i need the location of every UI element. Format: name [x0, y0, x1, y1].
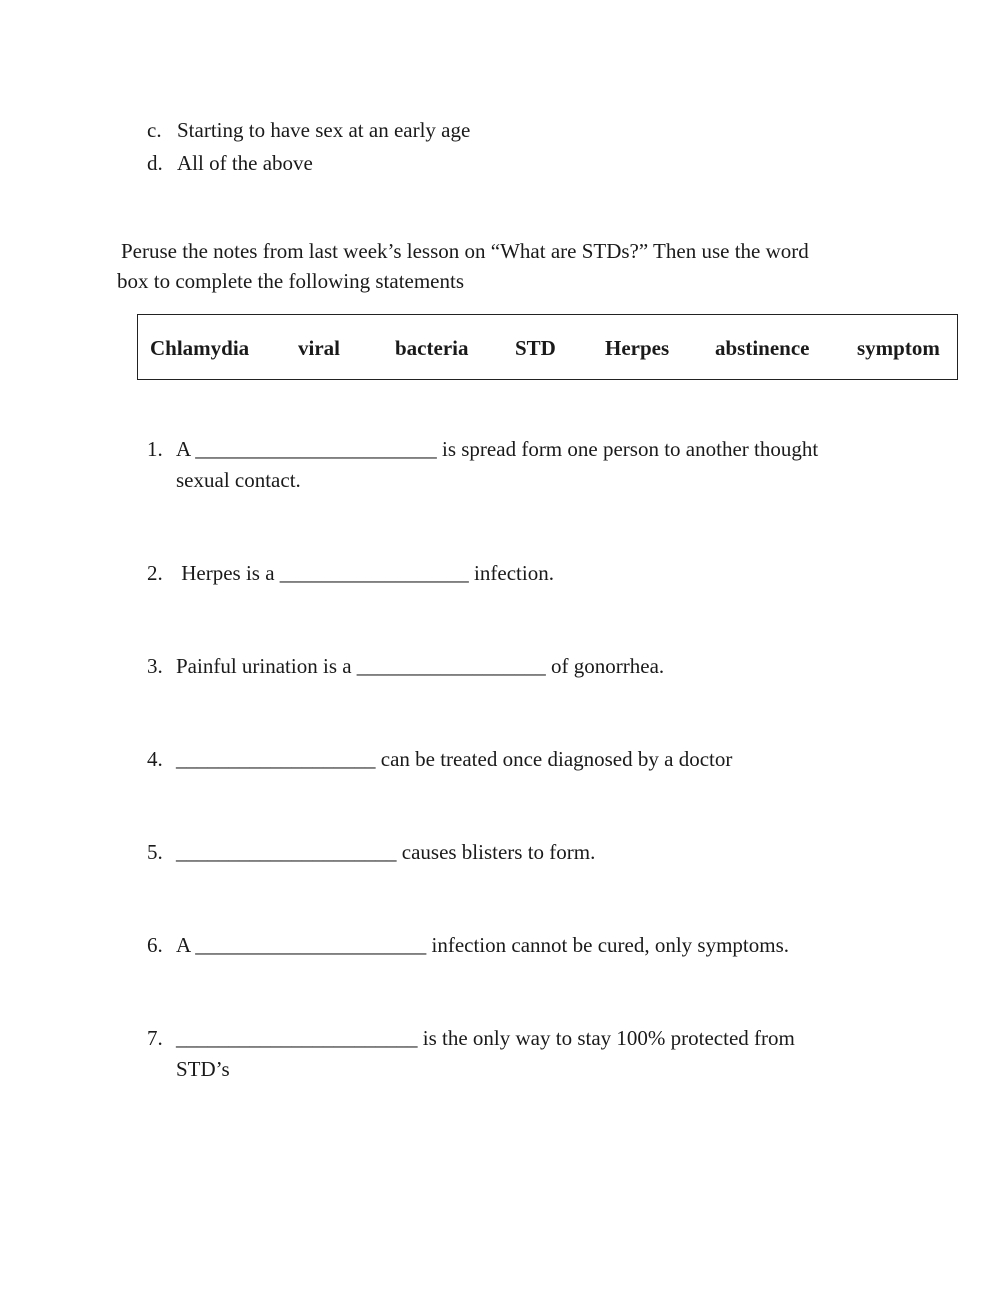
question-number: 7.	[147, 1026, 163, 1050]
question-text: ___________________ can be treated once diagnosed by a doctor	[176, 747, 733, 771]
question-text: Painful urination is a __________________ of gonorrhea.	[176, 654, 665, 678]
question-text: _____________________ causes blisters to form.	[176, 840, 596, 864]
question-text: A ______________________ infection cannot be cured, only symptoms.	[176, 933, 790, 957]
word-herpes: Herpes	[605, 336, 670, 360]
word-bacteria: bacteria	[395, 336, 469, 360]
instructions-line-1: Peruse the notes from last week’s lesson on “What are STDs?” Then use the word	[121, 239, 809, 263]
word-abstinence: abstinence	[715, 336, 810, 360]
option-c	[147, 115, 470, 145]
question-number: 4.	[147, 747, 163, 771]
word-viral: viral	[298, 336, 340, 360]
option-text: Starting to have sex at an early age	[177, 118, 471, 142]
option-letter: d.	[147, 151, 163, 175]
word-chlamydia: Chlamydia	[150, 336, 250, 360]
question-text-continued: sexual contact.	[176, 468, 301, 492]
question-number: 6.	[147, 933, 163, 957]
question-number: 2.	[147, 561, 163, 585]
question-text: Herpes is a __________________ infection.	[176, 561, 554, 585]
option-d	[147, 148, 313, 178]
instructions-line-2: box to complete the following statements	[117, 269, 465, 293]
word-std: STD	[515, 336, 556, 360]
question-text-continued: STD’s	[176, 1057, 230, 1081]
question-number: 1.	[147, 437, 163, 461]
word-symptom: symptom	[857, 336, 940, 360]
question-text: A _______________________ is spread form one person to another thought	[176, 437, 819, 461]
question-number: 3.	[147, 654, 163, 678]
option-text: All of the above	[177, 151, 313, 175]
instructions	[117, 236, 907, 296]
question-number: 5.	[147, 840, 163, 864]
option-letter: c.	[147, 118, 162, 142]
word-box	[137, 314, 958, 380]
question-text: _______________________ is the only way to stay 100% protected from	[176, 1026, 795, 1050]
